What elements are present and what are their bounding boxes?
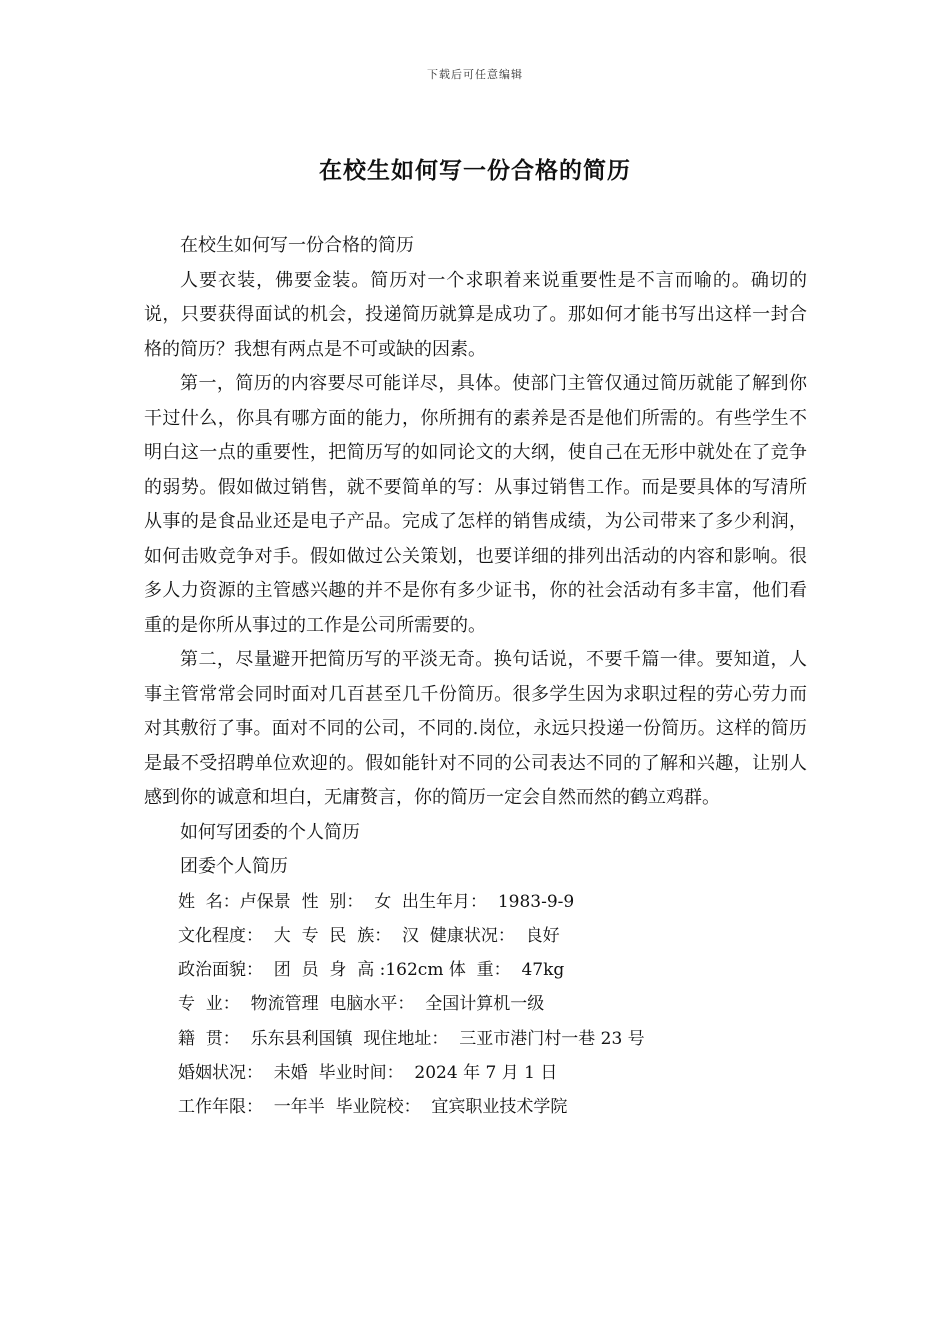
resume-line-marital: 婚姻状况： 未婚 毕业时间： 2024 年 7 月 1 日 <box>178 1062 558 1083</box>
resume-line-education: 文化程度： 大 专 民 族： 汉 健康状况： 良好 <box>178 925 560 946</box>
subtitle-paragraph: 在校生如何写一份合格的简历 <box>180 235 414 256</box>
resume-line-major: 专 业： 物流管理 电脑水平： 全国计算机一级 <box>178 994 545 1015</box>
intro-paragraph: 人要衣装，佛要金装。简历对一个求职着来说重要性是不言而喻的。确切的说，只要获得面试的机会，投递简历就算是成功了。那如何才能书写出这样一封合格的简历？我想有两点是不可或缺的因素。 <box>144 269 807 360</box>
resume-line-political: 政治面貌： 团 员 身 高 :162cm 体 重： 47kg <box>178 960 565 981</box>
document-body <box>144 229 807 1125</box>
resume-line-experience: 工作年限： 一年半 毕业院校： 宜宾职业技术学院 <box>178 1097 568 1118</box>
point-two-paragraph: 第二，尽量避开把简历写的平淡无奇。换句话说，不要千篇一律。要知道，人事主管常常会同时面对几百甚至几千份简历。很多学生因为求职过程的劳心劳力而对其敷衍了事。面对不同的公司，不同的.岗位，永远只投递一份简历。这样的简历是最不受招聘单位欢迎的。假如能针对不同的公司表达不同的了解和兴趣，让别人感到你的诚意和坦白，无庸赘言，你的简历一定会自然而然的鹤立鸡群。 <box>144 649 807 808</box>
resume-line-hometown: 籍 贯： 乐东县利国镇 现住地址： 三亚市港门村一巷 23 号 <box>178 1028 645 1049</box>
point-one-paragraph: 第一，简历的内容要尽可能详尽，具体。使部门主管仅通过简历就能了解到你干过什么，你具有哪方面的能力，你所拥有的素养是否是他们所需的。有些学生不明白这一点的重要性，把简历写的如同论文的大纲，使自己在无形中就处在了竞争的弱势。假如做过销售，就不要简单的写：从事过销售工作。而是要具体的写清所从事的是食品业还是电子产品。完成了怎样的销售成绩，为公司带来了多少利润，如何击败竞争对手。假如做过公关策划，也要详细的排列出活动的内容和影响。很多人力资源的主管感兴趣的并不是你有多少证书，你的社会活动有多丰富，他们看重的是你所从事过的工作是公司所需要的。 <box>144 373 807 636</box>
section-heading-paragraph: 如何写团委的个人简历 <box>180 821 360 843</box>
resume-heading-paragraph: 团委个人简历 <box>180 856 288 877</box>
document-title: 在校生如何写一份合格的简历 <box>319 157 631 184</box>
resume-line-name: 姓 名：卢保景 性 别： 女 出生年月： 1983-9-9 <box>178 891 575 912</box>
page-header-note: 下载后可任意编辑 <box>427 68 523 81</box>
